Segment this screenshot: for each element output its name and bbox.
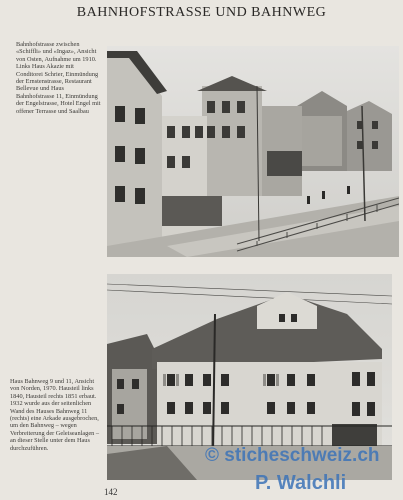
page-number: 142 — [104, 487, 118, 497]
caption-top-photo: Bahnhofstrasse zwischen «Schiffli» und «Ingaz», Ansicht von Osten, Aufnahme um 1910. Links Haus Akazie mit Conditorei Schrier, Einmündung der Ernstenstrasse, Restaurant Bellevue und Haus Bahnhofstrasse 11, Einmündung der Engelstrasse, Hotel Engel mit offener Terrasse und Saalbau — [16, 41, 101, 115]
photo-bahnhofstrasse — [107, 46, 399, 257]
watermark-line-2: P. Walchli — [255, 472, 347, 494]
page-title: BAHNHOFSTRASSE UND BAHNWEG — [76, 5, 327, 20]
watermark-line-1: © sticheschweiz.ch — [205, 445, 380, 466]
caption-bottom-photo: Haus Bahnweg 9 und 11, Ansicht von Norden, 1970. Hausteil links 1840, Hausteil rechts 1851 erbaut. 1932 wurde aus der seitenlichen Wand des Hauses Bahnweg 11 (rechts) eine Arkade ausgebrochen, um den Bahnweg – wegen Verbreiterung der Geleiseanlagen – an dieser Stelle unter dem Haus durchzuführen. — [10, 378, 99, 452]
